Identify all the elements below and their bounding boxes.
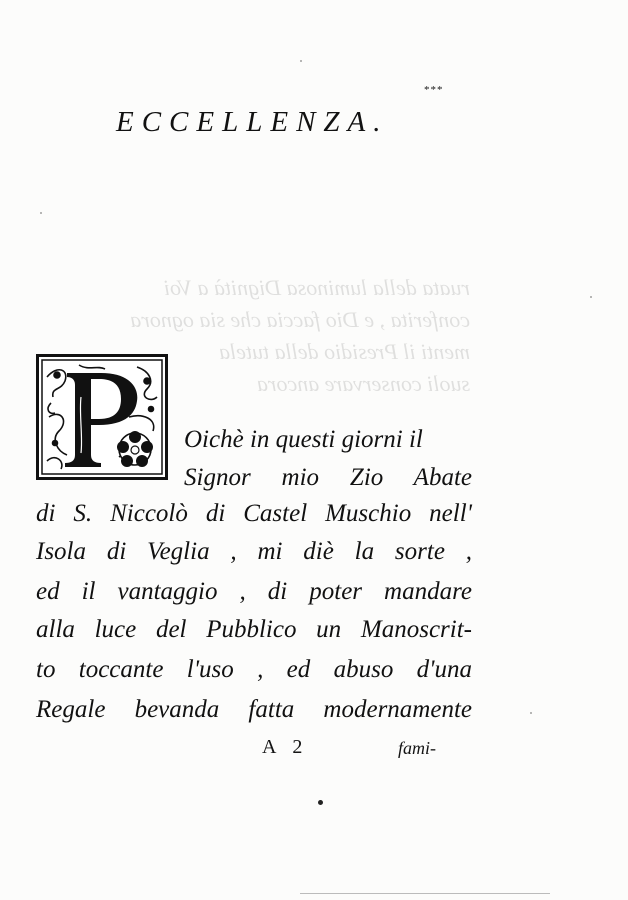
body-line-4 [36,538,472,566]
drop-cap-artwork [39,357,165,477]
paper-speck [40,212,42,214]
paper-speck [300,60,302,62]
body-line-8-text: Regale bevanda fatta modernamente [36,696,472,723]
body-line-3-text: di S. Niccolò di Castel Muschio nell' [36,500,472,527]
page-heading: ECCELLENZA. [116,106,389,138]
header-ornament: *** [424,84,444,96]
body-line-7-text: to toccante l'uso , ed abuso d'una [36,656,472,683]
catchword: fami- [398,738,436,758]
body-line-2-text: Signor mio Zio Abate [184,464,472,491]
body-line-7 [36,656,472,684]
body-line-6-text: alla luce del Pubblico un Manoscrit- [36,616,472,643]
body-line-3 [36,500,472,528]
body-line-4-text: Isola di Veglia , mi diè la sorte , [36,538,472,565]
body-line-5 [36,578,472,606]
body-line-8 [36,696,472,724]
body-line-6 [36,616,472,644]
body-line-1-text: Oichè in questi giorni il [184,426,423,453]
paper-speck [530,712,532,714]
ink-dot [318,800,323,805]
body-line-2 [184,464,472,492]
body-line-5-text: ed il vantaggio , di poter mandare [36,578,472,605]
bleed-through-text: ruata della luminosa Dignità a Voi conferita , e Dio faccia che sia ognora menti il Presidio della tutela suoli conservare ancora [130,275,470,396]
signature-mark: A 2 [262,736,309,758]
ornamental-initial-p-icon [36,354,168,480]
paper-speck [590,296,592,298]
page-edge-line [300,893,550,894]
body-line-1 [184,426,472,454]
